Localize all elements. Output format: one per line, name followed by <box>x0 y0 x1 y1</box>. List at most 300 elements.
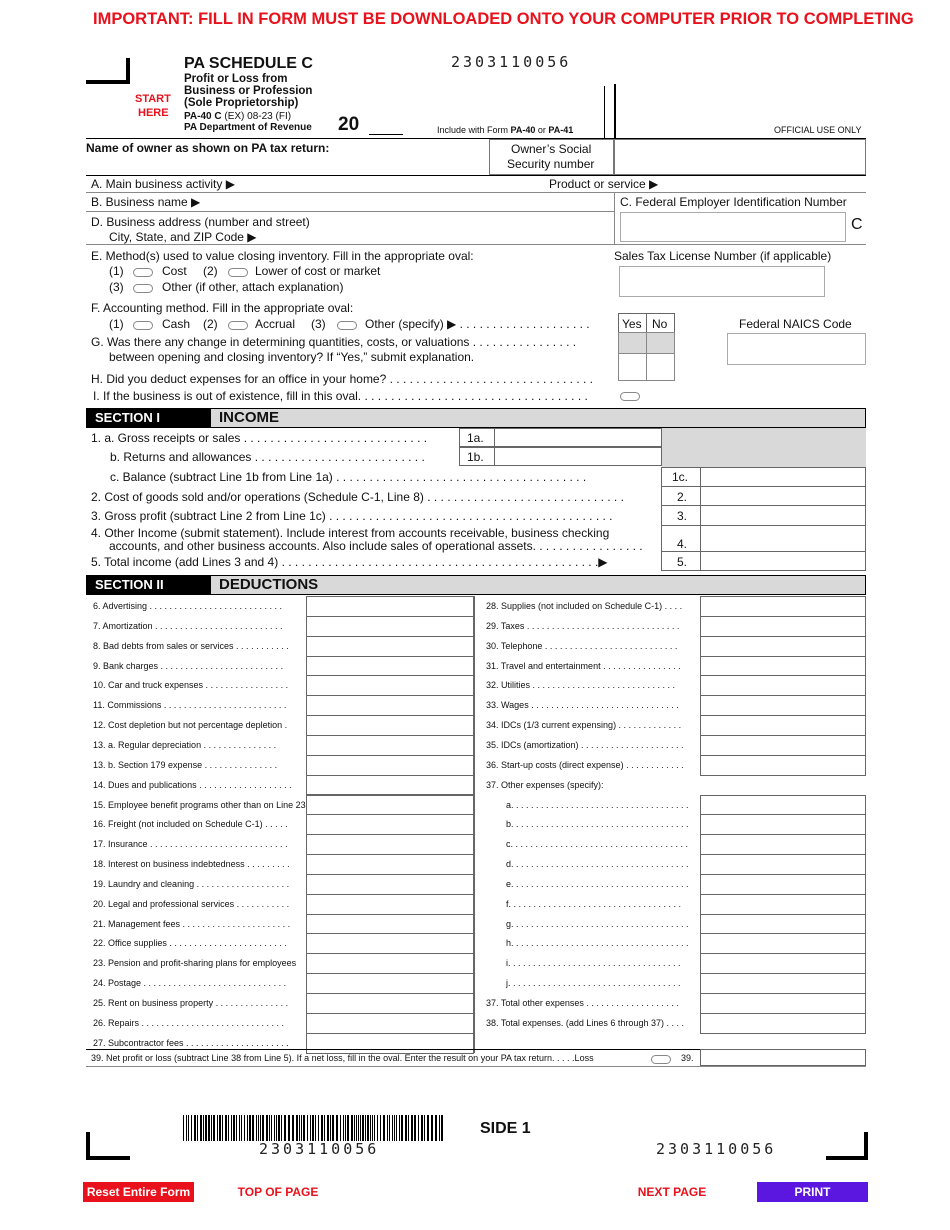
deduction-input-right[interactable] <box>700 675 866 696</box>
form-subtitle-1: Profit or Loss from <box>184 73 288 85</box>
barcode-bar <box>307 1115 308 1141</box>
barcode-bar <box>374 1115 375 1141</box>
c-divider <box>614 192 615 244</box>
deduction-label-right: c. . . . . . . . . . . . . . . . . . . . . . . . . . . . . . . . . . . . <box>506 839 689 850</box>
barcode-bar <box>340 1115 341 1141</box>
h-no-box[interactable] <box>646 353 675 381</box>
yes-label: Yes <box>622 317 642 331</box>
deduction-input-left[interactable] <box>306 814 474 835</box>
line-2-num-text: 2. <box>677 490 688 504</box>
deduction-label-left: 7. Amortization . . . . . . . . . . . . . . . . . . . . . . . . . . <box>93 620 283 631</box>
include-with-text: Include with Form <box>437 125 511 135</box>
barcode-bar <box>418 1115 419 1141</box>
barcode-bar <box>358 1115 359 1141</box>
line-d-label-2: City, State, and ZIP Code ▶ <box>109 230 257 244</box>
deduction-label-right: 37. Total other expenses . . . . . . . . . . . . . . . . . . . <box>486 998 679 1008</box>
barcode-bar <box>228 1115 229 1141</box>
deduction-input-right[interactable] <box>700 953 866 974</box>
deduction-label-right: e. . . . . . . . . . . . . . . . . . . . . . . . . . . . . . . . . . . . <box>506 878 689 889</box>
deduction-label-right: d. . . . . . . . . . . . . . . . . . . . . . . . . . . . . . . . . . . . <box>506 859 689 870</box>
line-b-label: B. Business name ▶ <box>91 195 201 209</box>
deduction-label-left: 20. Legal and professional services . . . . . . . . . . . <box>93 898 290 909</box>
h-yes-box[interactable] <box>618 353 647 381</box>
deduction-label-left: 11. Commissions . . . . . . . . . . . . . . . . . . . . . . . . . <box>93 700 287 711</box>
deduction-label-left: 8. Bad debts from sales or services . . . . . . . . . . . <box>93 640 289 651</box>
deduction-label-right: a. . . . . . . . . . . . . . . . . . . . . . . . . . . . . . . . . . . . <box>506 799 689 810</box>
barcode-bar <box>411 1115 413 1141</box>
line-39-num: 39. <box>681 1053 694 1063</box>
line-39-input[interactable] <box>700 1049 866 1066</box>
next-page-link[interactable]: NEXT PAGE <box>637 1185 707 1199</box>
g-yes-box[interactable] <box>618 332 647 354</box>
deduction-label-left: 6. Advertising . . . . . . . . . . . . . . . . . . . . . . . . . . . <box>93 601 283 611</box>
deduction-input-left[interactable] <box>306 933 474 954</box>
barcode-bar <box>330 1115 331 1141</box>
deduction-label-left: 18. Interest on business indebtedness . . . . . . . . . <box>93 859 290 870</box>
deduction-input-left[interactable] <box>306 894 474 915</box>
deduction-input-right[interactable] <box>700 695 866 716</box>
deduction-input-left[interactable] <box>306 695 474 716</box>
deduction-input-left[interactable] <box>306 854 474 875</box>
barcode-bar <box>262 1115 264 1141</box>
barcode-bar <box>217 1115 218 1141</box>
form-subtitle-2: Business or Profession <box>184 85 313 97</box>
section-2-title: DEDUCTIONS <box>219 576 319 593</box>
barcode-bar <box>439 1115 440 1141</box>
f2-num: (2) <box>203 317 218 331</box>
deduction-input-left[interactable] <box>306 1013 474 1034</box>
deduction-label-left: 22. Office supplies . . . . . . . . . . . . . . . . . . . . . . . . <box>93 938 287 949</box>
official-use-only: OFFICIAL USE ONLY <box>774 125 862 135</box>
line-1-shaded <box>662 428 866 468</box>
deduction-input-right[interactable] <box>700 616 866 637</box>
e1-cost-oval[interactable] <box>133 268 153 277</box>
barcode-bar <box>321 1115 323 1141</box>
deduction-input-left[interactable] <box>306 834 474 855</box>
barcode-graphic <box>183 1115 446 1141</box>
barcode-bar <box>351 1115 353 1141</box>
naics-label: Federal NAICS Code <box>739 317 852 331</box>
barcode-bar <box>387 1115 388 1141</box>
barcode-bar <box>241 1115 242 1141</box>
deduction-input-right[interactable] <box>700 973 866 994</box>
deduction-label-left: 21. Management fees . . . . . . . . . . . . . . . . . . . . . . <box>93 918 291 929</box>
deduction-label-right: j. . . . . . . . . . . . . . . . . . . . . . . . . . . . . . . . . . . <box>506 978 681 989</box>
barcode-bar <box>421 1115 423 1141</box>
barcode-bar <box>408 1115 409 1141</box>
ssn-label-2: Security number <box>507 157 595 171</box>
f1-num: (1) <box>109 317 124 331</box>
owner-name-label: Name of owner as shown on PA tax return: <box>86 141 330 155</box>
e1-num: (1) <box>109 264 124 278</box>
barcode-bar <box>249 1115 251 1141</box>
line-3-label: 3. Gross profit (subtract Line 2 from Line 1c) . . . . . . . . . . . . . . . . . . . . . . . . . . . . . . . . . . . . . . . . . . . <box>91 509 613 523</box>
deduction-input-left[interactable] <box>306 636 474 657</box>
barcode-bar <box>219 1115 221 1141</box>
barcode-bar <box>271 1115 272 1141</box>
barcode-bar <box>405 1115 407 1141</box>
deduction-label-right: 35. IDCs (amortization) . . . . . . . . . . . . . . . . . . . . . <box>486 739 684 750</box>
deduction-input-left[interactable] <box>306 795 474 816</box>
line-f-label: F. Accounting method. Fill in the appropriate oval: <box>91 301 354 315</box>
tax-year-line <box>369 134 403 135</box>
barcode-bar <box>345 1115 346 1141</box>
line-1b-label: b. Returns and allowances . . . . . . . . . . . . . . . . . . . . . . . . . . <box>110 450 425 464</box>
deduction-input-right[interactable] <box>700 914 866 935</box>
corner-mark-bottom-left <box>86 1132 130 1160</box>
barcode-bar <box>399 1115 400 1141</box>
barcode-bar <box>389 1115 390 1141</box>
barcode-bar <box>354 1115 355 1141</box>
e1-cost-label: Cost <box>162 264 187 278</box>
deduction-input-left[interactable] <box>306 616 474 637</box>
barcode-bar <box>188 1115 189 1141</box>
barcode-bar <box>200 1115 202 1141</box>
barcode-bar <box>274 1115 275 1141</box>
line-a-label: A. Main business activity ▶ <box>91 177 235 191</box>
deduction-label-right: 36. Start-up costs (direct expense) . . . . . . . . . . . . <box>486 759 684 770</box>
barcode-bar <box>266 1115 268 1141</box>
barcode-bar <box>362 1115 364 1141</box>
e2-lower-label: Lower of cost or market <box>255 264 381 278</box>
deduction-label-right: 37. Other expenses (specify): <box>486 779 604 790</box>
top-of-page-link[interactable]: TOP OF PAGE <box>237 1185 319 1199</box>
barcode-bar <box>244 1115 245 1141</box>
barcode-bar <box>292 1115 294 1141</box>
header-divider-1 <box>604 86 605 138</box>
form-id-code: PA-40 C <box>184 111 222 122</box>
line-a-rule <box>86 192 866 193</box>
barcode-bar <box>343 1115 344 1141</box>
barcode-bar <box>310 1115 311 1141</box>
barcode-bar <box>383 1115 385 1141</box>
deduction-label-left: 17. Insurance . . . . . . . . . . . . . . . . . . . . . . . . . . . . <box>93 839 288 850</box>
e3-other-label: Other (if other, attach explanation) <box>162 280 344 294</box>
barcode-bar <box>186 1115 187 1141</box>
deduction-label-right: f. . . . . . . . . . . . . . . . . . . . . . . . . . . . . . . . . . . <box>506 898 682 909</box>
barcode-bar <box>247 1115 248 1141</box>
include-with <box>437 125 573 135</box>
barcode-bar <box>303 1115 305 1141</box>
barcode <box>183 1115 446 1141</box>
deduction-label-left: 9. Bank charges . . . . . . . . . . . . . . . . . . . . . . . . . <box>93 660 284 671</box>
barcode-bar <box>370 1115 371 1141</box>
deduction-input-right[interactable] <box>700 894 866 915</box>
deduction-label-left: 14. Dues and publications . . . . . . . . . . . . . . . . . . . <box>93 779 292 790</box>
line-3-input[interactable] <box>700 505 866 526</box>
deduction-input-right[interactable] <box>700 854 866 875</box>
barcode-bar <box>288 1115 290 1141</box>
deduction-input-right[interactable] <box>700 795 866 816</box>
deduction-input-left[interactable] <box>306 735 474 756</box>
barcode-bar <box>278 1115 280 1141</box>
barcode-bar <box>258 1115 259 1141</box>
deduction-input-left[interactable] <box>306 675 474 696</box>
deduction-input-right[interactable] <box>700 596 866 617</box>
owner-rule <box>86 175 866 176</box>
line-4-input[interactable] <box>700 525 866 552</box>
form-title: PA SCHEDULE C <box>184 55 313 72</box>
barcode-bar <box>424 1115 425 1141</box>
barcode-bar <box>356 1115 357 1141</box>
line-4-num-text: 4. <box>677 537 688 551</box>
deduction-label-left: 13. b. Section 179 expense . . . . . . . . . . . . . . . <box>93 759 278 770</box>
scan-number-bottom-left: 2303110056 <box>259 1140 380 1158</box>
sales-tax-label: Sales Tax License Number (if applicable) <box>614 249 832 263</box>
deduction-label-right: 31. Travel and entertainment . . . . . . . . . . . . . . . . <box>486 660 681 671</box>
deduction-input-right[interactable] <box>700 993 866 1014</box>
side-label: SIDE 1 <box>480 1120 531 1137</box>
line-4-label-2: accounts, and other business accounts. Also include sales of operational assets. . . . . . . . . . . . . . . . . <box>109 539 643 553</box>
barcode-bar <box>236 1115 237 1141</box>
deduction-label-right: h. . . . . . . . . . . . . . . . . . . . . . . . . . . . . . . . . . . . <box>506 938 689 949</box>
section-2-label: SECTION II <box>87 576 211 594</box>
line-3-num-text: 3. <box>677 509 688 523</box>
barcode-bar <box>269 1115 270 1141</box>
loss-oval[interactable] <box>651 1055 671 1064</box>
deduction-label-right: 29. Taxes . . . . . . . . . . . . . . . . . . . . . . . . . . . . . . . <box>486 620 680 631</box>
f3-other-label: Other (specify) ▶ . . . . . . . . . . . . . . . . . . . . <box>365 317 590 331</box>
e2-num: (2) <box>203 264 218 278</box>
barcode-bar <box>233 1115 235 1141</box>
line-1b-input[interactable] <box>494 447 662 466</box>
line-4-label-1: 4. Other Income (submit statement). Include interest from accounts receivable, business checking <box>91 526 610 540</box>
deduction-input-left[interactable] <box>306 953 474 974</box>
barcode-bar <box>377 1115 378 1141</box>
fein-suffix-c: C <box>851 216 863 233</box>
deduction-input-left[interactable] <box>306 1033 474 1054</box>
barcode-bar <box>256 1115 257 1141</box>
barcode-bar <box>401 1115 403 1141</box>
deduction-input-left[interactable] <box>306 993 474 1014</box>
barcode-bar <box>208 1115 210 1141</box>
barcode-bar <box>296 1115 298 1141</box>
g-no-box[interactable] <box>646 332 675 354</box>
deduction-input-left[interactable] <box>306 755 474 776</box>
corner-mark-bottom-right <box>826 1132 868 1160</box>
deduction-input-right[interactable] <box>700 933 866 954</box>
section-1-title: INCOME <box>219 409 279 426</box>
barcode-bar <box>203 1115 204 1141</box>
barcode-bar <box>324 1115 325 1141</box>
deduction-label-left: 10. Car and truck expenses . . . . . . . . . . . . . . . . . <box>93 680 289 691</box>
header-divider-2 <box>614 84 616 138</box>
deduction-label-left: 16. Freight (not included on Schedule C-1) . . . . . <box>93 819 288 830</box>
section-1-header <box>86 408 866 428</box>
barcode-bar <box>347 1115 349 1141</box>
deduction-label-right: 30. Telephone . . . . . . . . . . . . . . . . . . . . . . . . . . . <box>486 640 678 651</box>
line-1a-input[interactable] <box>494 428 662 447</box>
deduction-input-right[interactable] <box>700 814 866 835</box>
barcode-bar <box>197 1115 198 1141</box>
line-2-label: 2. Cost of goods sold and/or operations (Schedule C-1, Line 8) . . . . . . . . . . . . . . . . . . . . . . . . . . . . . . <box>91 490 624 504</box>
deduction-label-right: g. . . . . . . . . . . . . . . . . . . . . . . . . . . . . . . . . . . . <box>506 918 689 929</box>
barcode-bar <box>281 1115 282 1141</box>
barcode-bar <box>211 1115 212 1141</box>
include-pa40: PA-40 <box>510 125 536 135</box>
barcode-bar <box>427 1115 429 1141</box>
deductions-column-divider <box>474 596 475 1053</box>
deduction-input-right[interactable] <box>700 755 866 776</box>
deduction-input-left[interactable] <box>306 656 474 677</box>
barcode-bar <box>312 1115 314 1141</box>
e2-lower-oval[interactable] <box>228 268 248 277</box>
deduction-label-left: 23. Pension and profit-sharing plans for employees <box>93 958 297 969</box>
barcode-bar <box>372 1115 373 1141</box>
include-or: or <box>535 125 549 135</box>
deduction-input-left[interactable] <box>306 775 474 796</box>
barcode-bar <box>394 1115 395 1141</box>
line-1b-num-text: 1b. <box>467 450 484 464</box>
deduction-label-left: 19. Laundry and cleaning . . . . . . . . . . . . . . . . . . . <box>93 878 290 889</box>
deduction-input-right[interactable] <box>700 715 866 736</box>
barcode-bar <box>276 1115 277 1141</box>
important-banner: IMPORTANT: FILL IN FORM MUST BE DOWNLOADED ONTO YOUR COMPUTER PRIOR TO COMPLETING <box>93 10 914 28</box>
barcode-bar <box>191 1115 192 1141</box>
ssn-input[interactable] <box>614 139 866 175</box>
ssn-label-1: Owner’s Social <box>511 142 592 156</box>
form-version: (EX) 08-23 (FI) <box>224 111 292 122</box>
barcode-bar <box>231 1115 232 1141</box>
barcode-bar <box>435 1115 437 1141</box>
corner-mark-top-left <box>86 58 130 84</box>
line-1c-num-text: 1c. <box>672 470 689 484</box>
barcode-bar <box>194 1115 196 1141</box>
deduction-input-right[interactable] <box>700 874 866 895</box>
form-id <box>184 111 291 122</box>
deduction-input-right[interactable] <box>700 735 866 756</box>
barcode-bar <box>260 1115 261 1141</box>
line-5-label: 5. Total income (add Lines 3 and 4) . . . . . . . . . . . . . . . . . . . . . . . . . . . . . . . . . . . . . . . . . . . . . . . .▶ <box>91 555 608 569</box>
line-1a-num-text: 1a. <box>467 431 484 445</box>
deduction-input-right[interactable] <box>700 1013 866 1034</box>
line-2-input[interactable] <box>700 486 866 506</box>
barcode-bar <box>284 1115 286 1141</box>
f1-cash-label: Cash <box>162 317 191 331</box>
deduction-label-right: 34. IDCs (1/3 current expensing) . . . . . . . . . . . . . <box>486 720 682 731</box>
line-e-label: E. Method(s) used to value closing inventory. Fill in the appropriate oval: <box>91 249 474 263</box>
deduction-input-left[interactable] <box>306 715 474 736</box>
line-5-num-text: 5. <box>677 555 688 569</box>
barcode-bar <box>205 1115 207 1141</box>
barcode-bar <box>222 1115 223 1141</box>
deduction-label-left: 12. Cost depletion but not percentage depletion . <box>93 720 288 731</box>
line-h-label: H. Did you deduct expenses for an office in your home? . . . . . . . . . . . . . . . . . . . . . . . . . . . . . . . <box>91 372 593 386</box>
section-2-header <box>86 575 866 595</box>
fein-input[interactable] <box>620 212 846 242</box>
deduction-label-right: 32. Utilities . . . . . . . . . . . . . . . . . . . . . . . . . . . . . <box>486 680 676 691</box>
deduction-label-right: 28. Supplies (not included on Schedule C-1) . . . . <box>486 601 683 611</box>
e3-other-oval[interactable] <box>133 284 153 293</box>
barcode-bar <box>380 1115 381 1141</box>
sales-tax-input[interactable] <box>619 266 825 297</box>
print-button[interactable]: PRINT <box>757 1182 868 1202</box>
line-g-label-2: between opening and closing inventory? If “Yes,” submit explanation. <box>109 350 475 364</box>
barcode-bar <box>392 1115 393 1141</box>
line-39-label: 39. Net profit or loss (subtract Line 38 from Line 5). If a net loss, fill in the oval. Enter the result on your PA tax return. . . . .Loss <box>91 1053 594 1063</box>
line-1c-label: c. Balance (subtract Line 1b from Line 1a) . . . . . . . . . . . . . . . . . . . . . . . . . . . . . . . . . . . . . . <box>110 470 587 484</box>
f3-num: (3) <box>311 317 326 331</box>
barcode-bar <box>299 1115 300 1141</box>
barcode-bar <box>360 1115 361 1141</box>
deduction-label-left: 25. Rent on business property . . . . . . . . . . . . . . . <box>93 998 289 1008</box>
deduction-label-left: 13. a. Regular depreciation . . . . . . . . . . . . . . . <box>93 739 277 750</box>
naics-input[interactable] <box>727 333 866 365</box>
barcode-bar <box>318 1115 319 1141</box>
barcode-bar <box>441 1115 443 1141</box>
barcode-bar <box>332 1115 334 1141</box>
include-pa41: PA-41 <box>548 125 574 135</box>
here-label: HERE <box>138 107 169 119</box>
barcode-bar <box>301 1115 302 1141</box>
reset-form-button[interactable]: Reset Entire Form <box>83 1182 194 1202</box>
deduction-label-left: 26. Repairs . . . . . . . . . . . . . . . . . . . . . . . . . . . . . <box>93 1017 285 1028</box>
f3-other-oval[interactable] <box>337 321 357 330</box>
deduction-input-right[interactable] <box>700 656 866 677</box>
deduction-label-right: i. . . . . . . . . . . . . . . . . . . . . . . . . . . . . . . . . . . <box>506 958 681 969</box>
deduction-label-right: b. . . . . . . . . . . . . . . . . . . . . . . . . . . . . . . . . . . . <box>506 819 689 830</box>
deduction-label-left: 15. Employee benefit programs other than on Line 23 <box>93 799 306 810</box>
f2-accrual-oval[interactable] <box>228 321 248 330</box>
barcode-bar <box>213 1115 215 1141</box>
line-d-rule <box>86 244 866 245</box>
barcode-bar <box>239 1115 240 1141</box>
line-d-label-1: D. Business address (number and street) <box>91 215 310 229</box>
deduction-input-left[interactable] <box>306 874 474 895</box>
scan-number-top: 2303110056 <box>451 53 572 71</box>
deduction-label-right: 38. Total expenses. (add Lines 6 through 37) . . . . <box>486 1017 684 1028</box>
deduction-label-left: 27. Subcontractor fees . . . . . . . . . . . . . . . . . . . . . <box>93 1037 289 1048</box>
barcode-bar <box>225 1115 227 1141</box>
line-1a-label: 1. a. Gross receipts or sales . . . . . . . . . . . . . . . . . . . . . . . . . . . . <box>91 431 428 445</box>
deduction-input-right[interactable] <box>700 834 866 855</box>
barcode-bar <box>367 1115 369 1141</box>
line-b-rule <box>86 211 614 212</box>
out-of-existence-oval[interactable] <box>620 392 640 401</box>
line-1c-input[interactable] <box>700 467 866 487</box>
form-subtitle-3: (Sole Proprietorship) <box>184 97 299 109</box>
start-label: START <box>135 93 171 105</box>
line-i-label: I. If the business is out of existence, fill in this oval. . . . . . . . . . . . . . . . . . . . . . . . . . . . . . . . . . . <box>93 389 588 403</box>
section-1-label: SECTION I <box>87 409 211 427</box>
line-c-label: C. Federal Employer Identification Number <box>620 195 847 209</box>
barcode-bar <box>431 1115 433 1141</box>
deduction-input-left[interactable] <box>306 973 474 994</box>
no-label: No <box>652 317 668 331</box>
line-5-input[interactable] <box>700 551 866 571</box>
deduction-input-left[interactable] <box>306 914 474 935</box>
deduction-input-right[interactable] <box>700 636 866 657</box>
e3-num: (3) <box>109 280 124 294</box>
f1-cash-oval[interactable] <box>133 321 153 330</box>
deduction-input-left[interactable] <box>306 596 474 617</box>
barcode-bar <box>252 1115 254 1141</box>
deduction-label-right: 33. Wages . . . . . . . . . . . . . . . . . . . . . . . . . . . . . . <box>486 700 679 711</box>
barcode-bar <box>396 1115 397 1141</box>
scan-number-bottom-right: 2303110056 <box>656 1140 777 1158</box>
line-g-label-1: G. Was there any change in determining quantities, costs, or valuations . . . . . . . . . . . . . . . . <box>91 335 577 349</box>
deduction-label-left: 24. Postage . . . . . . . . . . . . . . . . . . . . . . . . . . . . . <box>93 978 287 989</box>
product-service-label: Product or service ▶ <box>549 177 659 191</box>
barcode-bar <box>365 1115 366 1141</box>
barcode-bar <box>183 1115 184 1141</box>
department: PA Department of Revenue <box>184 122 312 133</box>
barcode-bar <box>327 1115 329 1141</box>
f2-accrual-label: Accrual <box>255 317 296 331</box>
barcode-bar <box>336 1115 338 1141</box>
barcode-bar <box>414 1115 416 1141</box>
barcode-bar <box>315 1115 316 1141</box>
